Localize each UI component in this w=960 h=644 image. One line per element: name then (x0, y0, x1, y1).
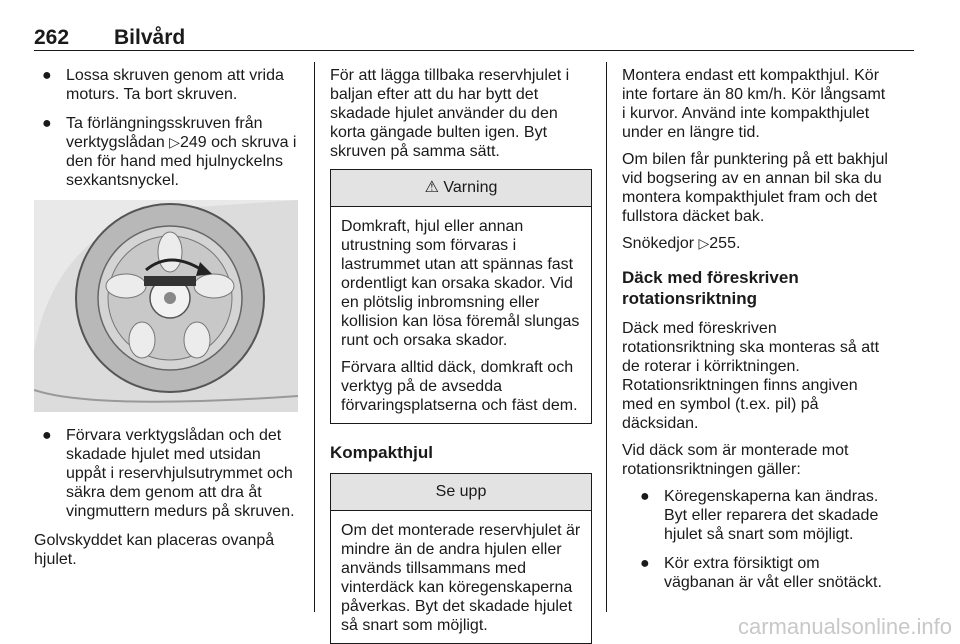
section-title: Bilvård (114, 26, 186, 49)
paragraph: Om bilen får punktering på ett bakhjul vid bogsering av en annan bil ska du montera kompakthjulet fram och det fullstora däcket bak. (622, 151, 888, 225)
page-ref-icon: ▷ (169, 134, 180, 150)
paragraph: Däck med föreskriven rotationsriktning ska monteras så att de roterar i körriktningen. Rotationsriktningen finns angiven med en symbol (t.ex. pil) på däcksidan. (622, 320, 880, 432)
header-rule (34, 50, 914, 51)
warning-triangle-icon: ⚠ (424, 179, 439, 196)
page-header (34, 26, 914, 56)
caution-text: Om det monterade reservhjulet är mindre än de andra hjulen eller används tillsammans med vinterdäck kan köregenskaperna påverkas. Byt det skadade hjulet så snart som möjligt. (341, 522, 581, 634)
list-item: ● Lossa skruven genom att vrida moturs. Ta bort skruven. (42, 67, 284, 103)
warning-header: ⚠ Varning (331, 170, 591, 207)
section-heading: Kompakthjul (330, 443, 433, 462)
bullet-dot: ● (42, 427, 52, 444)
bullet-dot: ● (640, 488, 650, 505)
column-divider-1 (314, 62, 315, 612)
spare-wheel-illustration (34, 200, 298, 412)
watermark: carmanualsonline.info (737, 614, 952, 639)
list-item: ● Förvara verktygslådan och det skadade hjulet med utsidan uppåt i reservhjulsutrymmet och säkra dem genom att dra åt vingmuttern medurs på skruven. (42, 427, 295, 520)
column-3 (622, 66, 888, 602)
column-2 (330, 66, 592, 644)
caution-box (330, 473, 592, 644)
list-item: ● Kör extra försiktigt om vägbanan är våt eller snötäckt. (640, 555, 882, 591)
page-ref-link[interactable]: 249 (179, 134, 207, 151)
column-1 (34, 66, 300, 577)
paragraph: Montera endast ett kompakthjul. Kör inte fortare än 80 km/h. Kör långsamt i kurvor. Använd inte kompakthjulet under en längre tid. (622, 67, 886, 141)
list-item: ● Köregenskaperna kan ändras. Byt eller reparera det skadade hjulet så snart som möjligt. (640, 488, 879, 543)
caution-header: Se upp (331, 474, 591, 511)
section-heading: Däck med föreskriven rotationsriktning (622, 268, 799, 308)
warning-box (330, 169, 592, 424)
page-ref-link[interactable]: 255. (709, 235, 741, 252)
column-divider-2 (606, 62, 607, 612)
paragraph: Vid däck som är monterade mot rotationsriktningen gäller: (622, 442, 849, 478)
page-number: 262 (34, 26, 70, 49)
paragraph: Snökedjor ▷255. (622, 235, 741, 252)
list-item: ● Ta förlängningsskruven från verktygslådan ▷249 och skruva i den för hand med hjulnyckelns sexkantsnyckel. (42, 115, 297, 189)
warning-text: Domkraft, hjul eller annan utrustning som förvaras i lastrummet utan att spännas fast ordentligt kan orsaka skador. Vid en plötslig inbromsning eller kollision kan lösa föremål slungas runt och orsaka skador. (341, 218, 580, 349)
bullet-dot: ● (42, 115, 52, 132)
warning-text: Förvara alltid däck, domkraft och verktyg på de avsedda förvaringsplatserna och fäst dem. (341, 359, 578, 414)
bullet-dot: ● (42, 67, 52, 84)
page-ref-icon: ▷ (698, 235, 710, 251)
paragraph: För att lägga tillbaka reservhjulet i baljan efter att du har bytt det skadade hjulet använder du den korta gängade bulten igen. Byt skruven på samma sätt. (330, 67, 570, 160)
bullet-dot: ● (640, 555, 650, 572)
paragraph: Golvskyddet kan placeras ovanpå hjulet. (34, 532, 275, 568)
